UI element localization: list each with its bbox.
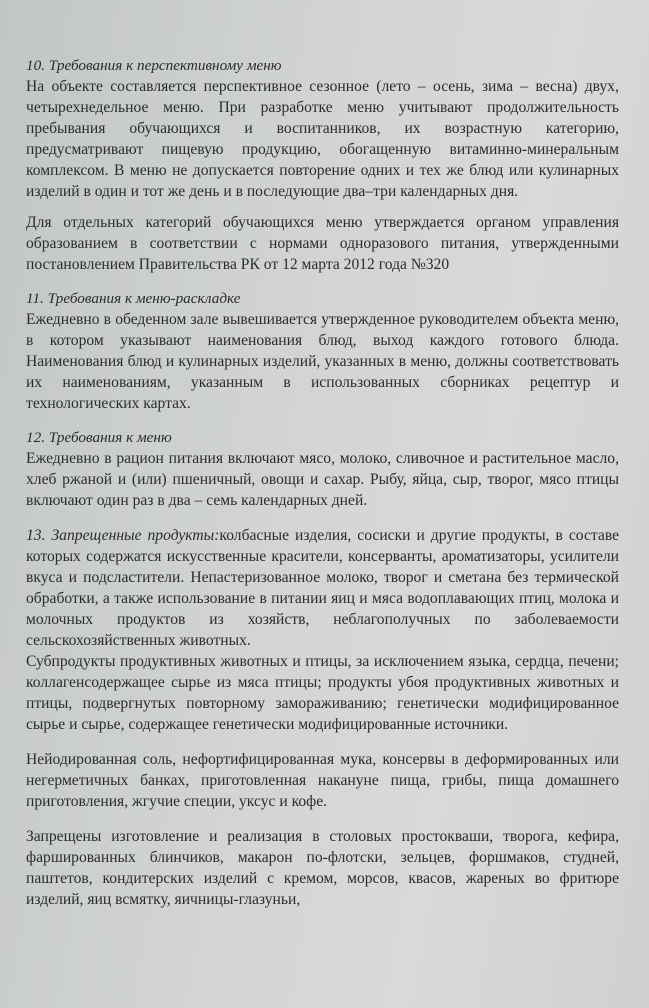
spacer — [26, 511, 619, 525]
spacer — [26, 202, 619, 212]
section-13-lead-text: колбасные изделия, сосиски и другие продукты, в составе которых содержатся искусственные красители, консерванты, ароматизаторы, усилители вкуса и подсластители. Непастеризованное молоко, творог и сметана без термической обработки, а также использование в питании яиц и мяса водоплавающих птиц, молока и молочных продуктов из хозяйств, неблагополучных по заболеваемости сельскохозяйственных животных. — [26, 527, 620, 649]
section-heading: 10. Требования к перспективному меню — [26, 57, 282, 74]
spacer — [26, 414, 619, 428]
paragraph: На объекте составляется перспективное сезонное (лето – осень, зима – весна) двух, четырехнедельное меню. При разработке меню учитывают продолжительность пребывания обучающихся и воспитанников, их возрастную категорию, предусматривают пищевую продукцию, обогащенную витаминно-минеральным комплексом. В меню не допускается повторение одних и тех же блюд или кулинарных изделий в один и тот же день и в последующие два–три календарных дня. — [26, 78, 619, 200]
section-13-lead — [26, 525, 619, 651]
spacer — [26, 812, 619, 826]
paragraph: Субпродукты продуктивных животных и птицы, за исключением языка, сердца, печени; коллагенсодержащее сырье из мяса птицы; продукты убоя продуктивных животных и птицы, подвергнутых повторному замораживанию; генетически модифицированное сырье и сырье, содержащее генетически модифицированные источники. — [26, 653, 619, 733]
paragraph: Ежедневно в рацион питания включают мясо, молоко, сливочное и растительное масло, хлеб ржаной и (или) пшеничный, овощи и сахар. Рыбу, яйца, сыр, творог, мясо птицы включают один раз в два – семь календарных дней. — [26, 450, 619, 509]
spacer — [26, 275, 619, 289]
paragraph: Нейодированная соль, нефортифицированная мука, консервы в деформированных или негерметичных банках, приготовленная накануне пища, грибы, пища домашнего приготовления, жгучие специи, уксус и кофе. — [26, 751, 619, 810]
section-heading: 11. Требования к меню-раскладке — [26, 290, 241, 307]
section-heading: 12. Требования к меню — [26, 429, 172, 446]
paragraph: Ежедневно в обеденном зале вывешивается утвержденное руководителем объекта меню, в котором указывают наименования блюд, выход каждого готового блюда. Наименования блюд и кулинарных изделий, указанных в меню, должны соответствовать их наименованиям, указанным в использованных сборниках рецептур и технологических картах. — [26, 311, 619, 412]
paragraph: Для отдельных категорий обучающихся меню утверждается органом управления образованием в соответствии с нормами одноразового питания, утвержденными постановлением Правительства РК от 12 марта 2012 года №320 — [26, 214, 619, 273]
section-heading: 13. Запрещенные продукты: — [26, 527, 220, 544]
paragraph: Запрещены изготовление и реализация в столовых простокваши, творога, кефира, фаршированных блинчиков, макарон по-флотски, зельцев, форшмаков, студней, паштетов, кондитерских изделий с кремом, морсов, квасов, жареных во фритюре изделий, яиц всмятку, яичницы-глазуньи, — [26, 828, 619, 908]
spacer — [26, 735, 619, 749]
